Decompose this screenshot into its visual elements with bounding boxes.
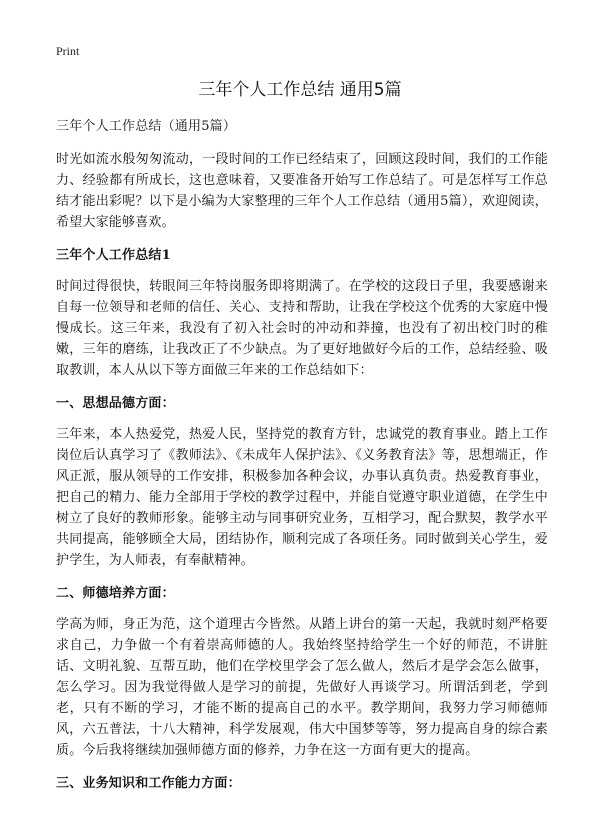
part1-intro-paragraph: 时间过得很快，转眼间三年特岗服务即将期满了。在学校的这段日子里，我要感谢来自每一位领导和老师的信任、关心、支持和帮助，让我在学校这个优秀的大家庭中慢慢成长。这三年来，我没有了初入社会时的冲动和莽撞，也没有了初出校门时的稚嫩，三年的磨练，让我改正了不少缺点。为了更好地做好今后的工作，总结经验、吸取教训，本人从以下等方面做三年来的工作总结如下：	[56, 279, 548, 378]
document-title: 三年个人工作总结 通用5篇	[198, 80, 402, 100]
document-subtitle: 三年个人工作总结（通用5篇）	[56, 119, 237, 134]
section2-paragraph: 学高为师，身正为范，这个道理古今皆然。从踏上讲台的第一天起，我就时刻严格要求自己，力争做一个有着崇高师德的人。我始终坚持给学生一个好的师范，不讲脏话、文明礼貌、互帮互助，他们在学校里学会了怎么做人，然后才是学会怎么做事，怎么学习。因为我觉得做人是学习的前提，先做好人再谈学习。所谓活到老，学到老，只有不断的学习，才能不断的提高自己的水平。教学期间，我努力学习师德师风，六五普法，十八大精神，科学发展观，伟大中国梦等等，努力提高自身的综合素质。今后我将继续加强师德方面的修养，力争在这一方面有更大的提高。	[56, 617, 548, 758]
print-link[interactable]: Print	[56, 44, 80, 58]
document-body	[56, 116, 548, 804]
intro-paragraph: 时光如流水般匆匆流动，一段时间的工作已经结束了，回顾这段时间，我们的工作能力、经验都有所成长，这也意味着，又要准备开始写工作总结了。可是怎样写工作总结才能出彩呢？以下是小编为大家整理的三年个人工作总结（通用5篇），欢迎阅读，希望大家能够喜欢。	[56, 152, 548, 230]
part1-heading: 三年个人工作总结1	[56, 248, 171, 263]
section1-paragraph: 三年来，本人热爱党，热爱人民，坚持党的教育方针，忠诚党的教育事业。踏上工作岗位后认真学习了《教师法》、《未成年人保护法》、《义务教育法》等，思想端正，作风正派，服从领导的工作安排，积极参加各种会议，办事认真负责。热爱教育事业，把自己的精力、能力全部用于学校的教学过程中，并能自觉遵守职业道德，在学生中树立了良好的教师形象。能够主动与同事研究业务，互相学习，配合默契，教学水平共同提高，能够顾全大局，团结协作，顺利完成了各项任务。同时做到关心学生，爱护学生，为人师表，有奉献精神。	[56, 427, 548, 568]
section1-heading: 一、思想品德方面：	[56, 396, 175, 411]
section2-heading: 二、师德培养方面：	[56, 586, 175, 601]
section3-heading: 三、业务知识和工作能力方面：	[56, 776, 241, 791]
